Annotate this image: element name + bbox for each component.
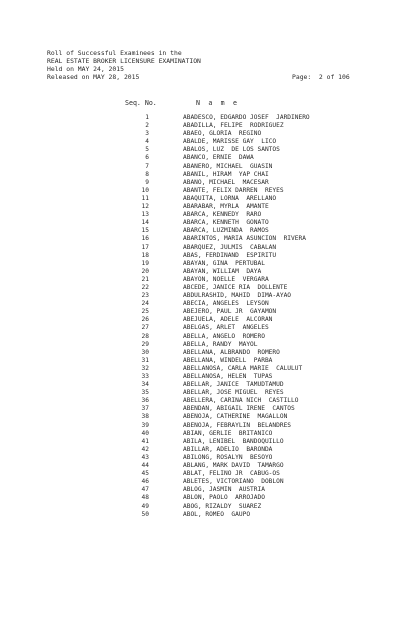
seq-number: 22 [141, 283, 149, 291]
list-item [0, 341, 419, 349]
examinee-name: ABAS, FERDINAND ESPIRITU [183, 251, 277, 259]
seq-number: 46 [141, 478, 149, 486]
list-item [0, 138, 419, 146]
seq-number: 7 [145, 162, 149, 170]
examinee-name: ABENOJA, CATHERINE MAGALLON [183, 413, 288, 421]
seq-number: 21 [141, 275, 149, 283]
seq-number: 36 [141, 397, 149, 405]
seq-number: 18 [141, 251, 149, 259]
seq-number: 29 [141, 340, 149, 348]
seq-number: 50 [141, 510, 149, 518]
seq-number: 49 [141, 502, 149, 510]
examinee-name: ABELLANA, WINDELL PARBA [183, 356, 273, 364]
seq-number: 48 [141, 494, 149, 502]
examinee-name: ABAEO, GLORIA REGINO [183, 130, 262, 138]
examinee-name: ABILLAR, ADELIO BARONDA [183, 445, 273, 453]
seq-number: 8 [145, 170, 149, 178]
list-item [0, 333, 419, 341]
examinee-name: ABILA, LENIBEL BANDOQUILLO [183, 437, 284, 445]
examinee-name: ABAYAN, WILLIAM DAYA [183, 267, 262, 275]
list-item [0, 114, 419, 122]
list-item [0, 292, 419, 300]
seq-number: 10 [141, 186, 149, 194]
exam-name: REAL ESTATE BROKER LICENSURE EXAMINATION [47, 57, 201, 65]
list-item [0, 430, 419, 438]
seq-number: 35 [141, 389, 149, 397]
examinee-name: ABAYAN, GINA PERTUBAL [183, 259, 265, 267]
doc-title: Roll of Successful Examinees in the [47, 49, 182, 57]
seq-number: 42 [141, 445, 149, 453]
examinee-name: ABANERO, MICHAEL GUASIN [183, 162, 273, 170]
list-item [0, 503, 419, 511]
examinee-name: ABENOJA, FEBRAYLIN BELANDRES [183, 421, 292, 429]
list-item [0, 203, 419, 211]
examinee-name: ABANCO, ERNIE DAWA [183, 154, 254, 162]
seq-number: 28 [141, 332, 149, 340]
seq-number: 16 [141, 235, 149, 243]
examinee-name: ABADILLA, FELIPE RODRIGUEZ [183, 122, 284, 130]
examinee-name: ABADESCO, EDGARDO JOSEF JARDINERO [183, 114, 310, 121]
examinee-name: ABOL, ROMEO GAUPO [183, 510, 251, 518]
seq-number: 11 [141, 194, 149, 202]
seq-number: 38 [141, 413, 149, 421]
seq-number: 2 [145, 122, 149, 130]
list-item [0, 276, 419, 284]
list-item [0, 316, 419, 324]
examinee-name: ABDULRASHID, MAHID DIMA-AYAO [183, 292, 292, 300]
examinee-name: ABARCA, KENNETH GONATO [183, 219, 269, 227]
examinee-name: ABELLAR, JANICE TAMUDTAMUD [183, 381, 284, 389]
seq-number: 12 [141, 203, 149, 211]
examinee-name: ABELLA, ANGELO ROMERO [183, 332, 265, 340]
examinee-name: ABARQUEZ, JULMIS CABALAN [183, 243, 277, 251]
list-item [0, 130, 419, 138]
seq-number: 24 [141, 300, 149, 308]
list-item [0, 494, 419, 502]
examinee-name: ABLON, PAOLO ARROJADO [183, 494, 265, 502]
seq-number: 19 [141, 259, 149, 267]
list-item [0, 324, 419, 332]
list-item [0, 163, 419, 171]
seq-column-header: Seq. No. [125, 99, 157, 107]
list-item [0, 154, 419, 162]
list-item [0, 146, 419, 154]
list-item [0, 308, 419, 316]
examinee-name: ABELLANOSA, CARLA MARIE CALULUT [183, 364, 303, 372]
list-item [0, 381, 419, 389]
seq-number: 34 [141, 381, 149, 389]
page-number: Page: 2 of 106 [292, 73, 350, 81]
examinee-list [0, 114, 419, 519]
seq-number: 3 [145, 130, 149, 138]
list-item [0, 486, 419, 494]
seq-number: 41 [141, 437, 149, 445]
seq-number: 4 [145, 138, 149, 146]
examinee-name: ABELLA, RANDY MAYOL [183, 340, 258, 348]
examinee-name: ABELLANOSA, HELEN TUPAS [183, 373, 273, 380]
seq-number: 23 [141, 292, 149, 300]
seq-number: 5 [145, 146, 149, 154]
list-item [0, 478, 419, 486]
examinee-name: ABARCA, KENNEDY RARO [183, 211, 262, 219]
examinee-name: ABAYON, NOELLE VERGARA [183, 275, 269, 283]
examinee-name: ABARINTOS, MARIA ASUNCION RIVERA [183, 235, 306, 243]
examinee-name: ABARCA, LUZMINDA RAMOS [183, 227, 269, 235]
examinee-name: ABLAT, FELINO JR CABUG-OS [183, 470, 280, 478]
seq-number: 45 [141, 470, 149, 478]
list-item [0, 454, 419, 462]
list-item [0, 470, 419, 478]
examinee-name: ABEJUELA, ADELE ALCORAN [183, 316, 273, 324]
list-item [0, 219, 419, 227]
list-item [0, 235, 419, 243]
examinee-name: ABELLANA, ALBRANDO ROMERO [183, 348, 280, 356]
examinee-name: ABAQUITA, LORNA ARELLANO [183, 194, 277, 202]
seq-number: 6 [145, 154, 149, 162]
seq-number: 25 [141, 308, 149, 316]
seq-number: 43 [141, 453, 149, 461]
list-item [0, 511, 419, 519]
examinee-name: ABOG, RIZALDY SUAREZ [183, 502, 262, 510]
examinee-name: ABANO, MICHAEL MACESAR [183, 178, 269, 186]
seq-number: 14 [141, 219, 149, 227]
list-item [0, 187, 419, 195]
list-item [0, 171, 419, 179]
examinee-name: ABLOG, JASMIN AUSTRIA [183, 486, 265, 494]
list-item [0, 195, 419, 203]
seq-number: 17 [141, 243, 149, 251]
list-item [0, 397, 419, 405]
seq-number: 26 [141, 316, 149, 324]
list-item [0, 252, 419, 260]
list-item [0, 179, 419, 187]
list-item [0, 122, 419, 130]
held-date: Held on MAY 24, 2015 [47, 65, 124, 73]
examinee-name: ABECIA, ANGELES LEYSON [183, 300, 269, 308]
examinee-name: ABELGAS, ARLET ANGELES [183, 324, 269, 332]
seq-number: 40 [141, 429, 149, 437]
examinee-name: ABARABAR, MYRLA AMANTE [183, 203, 269, 211]
list-item [0, 357, 419, 365]
seq-number: 31 [141, 356, 149, 364]
seq-number: 13 [141, 211, 149, 219]
name-column-header: N a m e [196, 99, 240, 107]
list-item [0, 365, 419, 373]
list-item [0, 260, 419, 268]
examinee-name: ABALDE, MARISSE GAY LICO [183, 138, 277, 146]
list-item [0, 422, 419, 430]
seq-number: 39 [141, 421, 149, 429]
list-item [0, 373, 419, 381]
seq-number: 44 [141, 462, 149, 470]
examinee-name: ABILONG, ROSALYN BESOYO [183, 453, 273, 461]
list-item [0, 227, 419, 235]
examinee-name: ABLANG, MARK DAVID TAMARGO [183, 462, 284, 470]
list-item [0, 300, 419, 308]
seq-number: 30 [141, 348, 149, 356]
released-date: Released on MAY 28, 2015 [47, 73, 140, 81]
seq-number: 9 [145, 178, 149, 186]
list-item [0, 284, 419, 292]
list-item [0, 268, 419, 276]
examinee-name: ABLETES, VICTORIANO DOBLON [183, 478, 284, 486]
list-item [0, 438, 419, 446]
seq-number: 15 [141, 227, 149, 235]
list-item [0, 413, 419, 421]
examinee-name: ABANIL, HIRAM YAP CHAI [183, 170, 269, 178]
seq-number: 27 [141, 324, 149, 332]
examinee-name: ABELLAR, JOSE MIGUEL REYES [183, 389, 284, 397]
list-item [0, 244, 419, 252]
seq-number: 33 [141, 373, 149, 380]
list-item [0, 405, 419, 413]
list-item [0, 462, 419, 470]
examinee-name: ABALOS, LUZ DE LOS SANTOS [183, 146, 280, 154]
examinee-name: ABCEDE, JANICE RIA DOLLENTE [183, 283, 288, 291]
examinee-name: ABEJERO, PAUL JR GAYAMON [183, 308, 277, 316]
seq-number: 47 [141, 486, 149, 494]
seq-number: 20 [141, 267, 149, 275]
examinee-name: ABENDAN, ABIGAIL IRENE CANTOS [183, 405, 295, 413]
list-item [0, 349, 419, 357]
examinee-name: ABELLERA, CARINA NICH CASTILLO [183, 397, 299, 405]
seq-number: 37 [141, 405, 149, 413]
list-item [0, 389, 419, 397]
list-item [0, 446, 419, 454]
seq-number: 32 [141, 364, 149, 372]
examinee-name: ABIAN, GERLIE BRITANICO [183, 429, 273, 437]
list-item [0, 211, 419, 219]
examinee-name: ABANTE, FELIX DARREN REYES [183, 186, 284, 194]
seq-number: 1 [145, 114, 149, 121]
